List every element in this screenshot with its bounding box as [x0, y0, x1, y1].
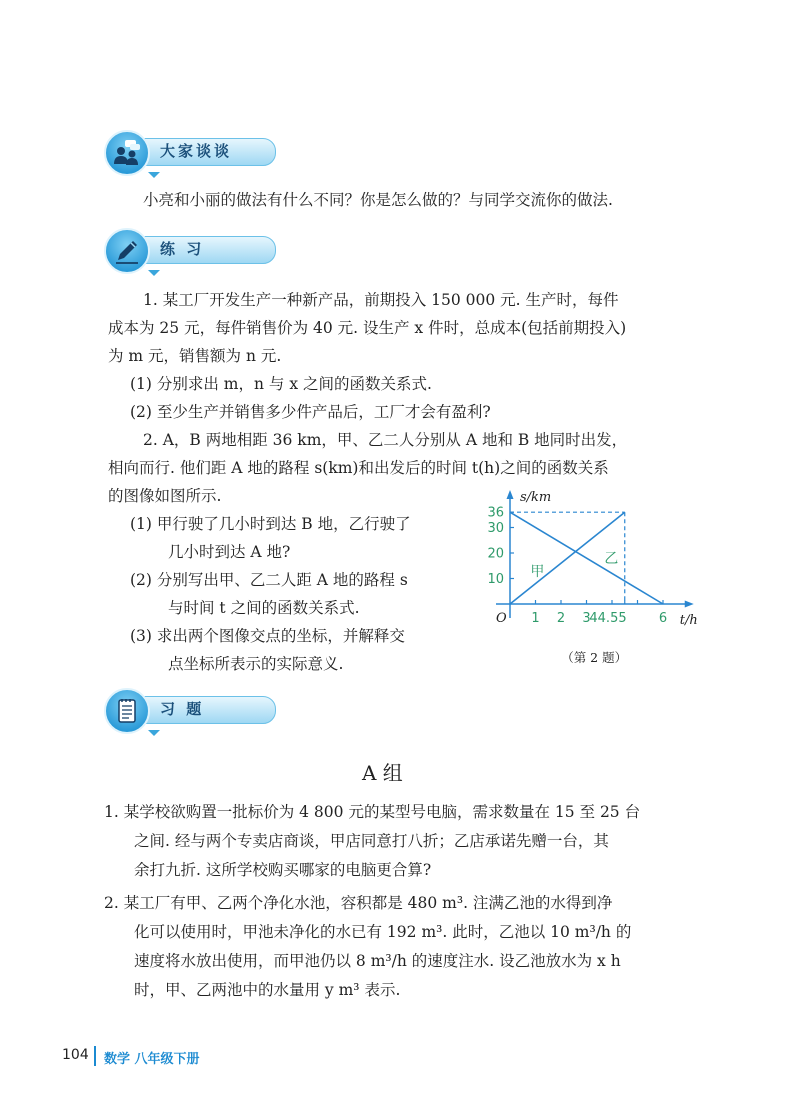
series-label-yi: 乙 — [604, 551, 619, 568]
practice-line: 点坐标所表示的实际意义. — [168, 655, 344, 673]
practice-line: 1. 某工厂开发生产一种新产品，前期投入 150 000 元. 生产时，每件 — [143, 291, 619, 309]
graph-caption: （第 2 题） — [561, 650, 628, 665]
practice-banner-label: 练 习 — [160, 240, 205, 258]
discuss-text: 小亮和小丽的做法有什么不同？你是怎么做的？与同学交流你的做法. — [143, 191, 613, 209]
practice-line: 相向而行. 他们距 A 地的路程 s(km)和出发后的时间 t(h)之间的函数关系 — [108, 459, 609, 477]
practice-line: (1) 分别求出 m，n 与 x 之间的函数关系式. — [130, 375, 432, 393]
page-number: 104 — [62, 1047, 89, 1063]
banner-pointer — [148, 730, 160, 736]
x-tick-label: 2 — [556, 611, 566, 626]
practice-line: 几小时到达 A 地? — [168, 543, 291, 561]
footer-divider — [94, 1046, 96, 1066]
practice-banner — [104, 230, 276, 268]
banner-pointer — [148, 270, 160, 276]
x-axis-arrow — [685, 601, 694, 608]
exercise-line: 余打九折. 这所学校购买哪家的电脑更合算? — [134, 861, 432, 879]
exercise-line: 之间. 经与两个专卖店商谈，甲店同意打八折；乙店承诺先赠一台，其 — [134, 832, 609, 850]
notepad-icon — [112, 696, 142, 726]
series-label-jia: 甲 — [530, 563, 545, 580]
x-axis-label: t/h — [679, 613, 698, 628]
series-line-yi — [510, 512, 663, 604]
exercise-line: 1. 某学校欲购置一批标价为 4 800 元的某型号电脑，需求数量在 15 至 25 台 — [104, 803, 641, 821]
exercise-line: 速度将水放出使用，而甲池仍以 8 m³/h 的速度注水. 设乙池放水为 x h — [134, 952, 621, 970]
group-title: A 组 — [362, 761, 403, 785]
exercises-banner-label: 习 题 — [160, 700, 205, 718]
discuss-banner — [104, 132, 276, 170]
exercise-line: 时，甲、乙两池中的水量用 y m³ 表示. — [134, 981, 401, 999]
y-axis-label: s/km — [520, 490, 552, 505]
practice-line: (1) 甲行驶了几小时到达 B 地，乙行驶了 — [130, 515, 411, 533]
practice-line: (2) 分别写出甲、乙二人距 A 地的路程 s — [130, 571, 408, 589]
x-tick-label: 3 — [582, 611, 591, 626]
y-axis-arrow — [507, 490, 514, 499]
practice-line: (2) 至少生产并销售多少件产品后，工厂才会有盈利? — [130, 403, 491, 421]
practice-line: 为 m 元，销售额为 n 元. — [108, 347, 282, 365]
practice-line: 2. A，B 两地相距 36 km，甲、乙二人分别从 A 地和 B 地同时出发， — [143, 431, 628, 449]
distance-time-graph — [482, 478, 702, 670]
book-title: 数学 八年级下册 — [104, 1052, 200, 1067]
y-tick-label: 20 — [487, 546, 504, 562]
x-tick-label: 44.55 — [589, 611, 627, 626]
y-tick-label: 36 — [487, 505, 504, 521]
banner-pointer — [148, 172, 160, 178]
practice-line: (3) 求出两个图像交点的坐标，并解释交 — [130, 627, 405, 645]
y-tick-label: 10 — [487, 572, 504, 587]
x-tick-label: 1 — [531, 611, 540, 626]
people-discussion-icon — [112, 138, 142, 168]
y-tick-label: 30 — [487, 521, 504, 536]
pencil-icon — [112, 236, 142, 266]
practice-line: 成本为 25 元，每件销售价为 40 元. 设生产 x 件时，总成本(包括前期投入) — [108, 319, 627, 337]
practice-line: 与时间 t 之间的函数关系式. — [168, 599, 360, 617]
discuss-banner-label: 大家谈谈 — [160, 142, 233, 160]
x-tick-label: 6 — [658, 611, 668, 626]
origin-label: O — [496, 611, 507, 626]
exercise-line: 化可以使用时，甲池未净化的水已有 192 m³. 此时，乙池以 10 m³/h 的 — [134, 923, 632, 941]
exercise-line: 2. 某工厂有甲、乙两个净化水池，容积都是 480 m³. 注满乙池的水得到净 — [104, 894, 613, 912]
practice-line: 的图像如图所示. — [108, 487, 222, 505]
exercises-banner — [104, 690, 276, 728]
